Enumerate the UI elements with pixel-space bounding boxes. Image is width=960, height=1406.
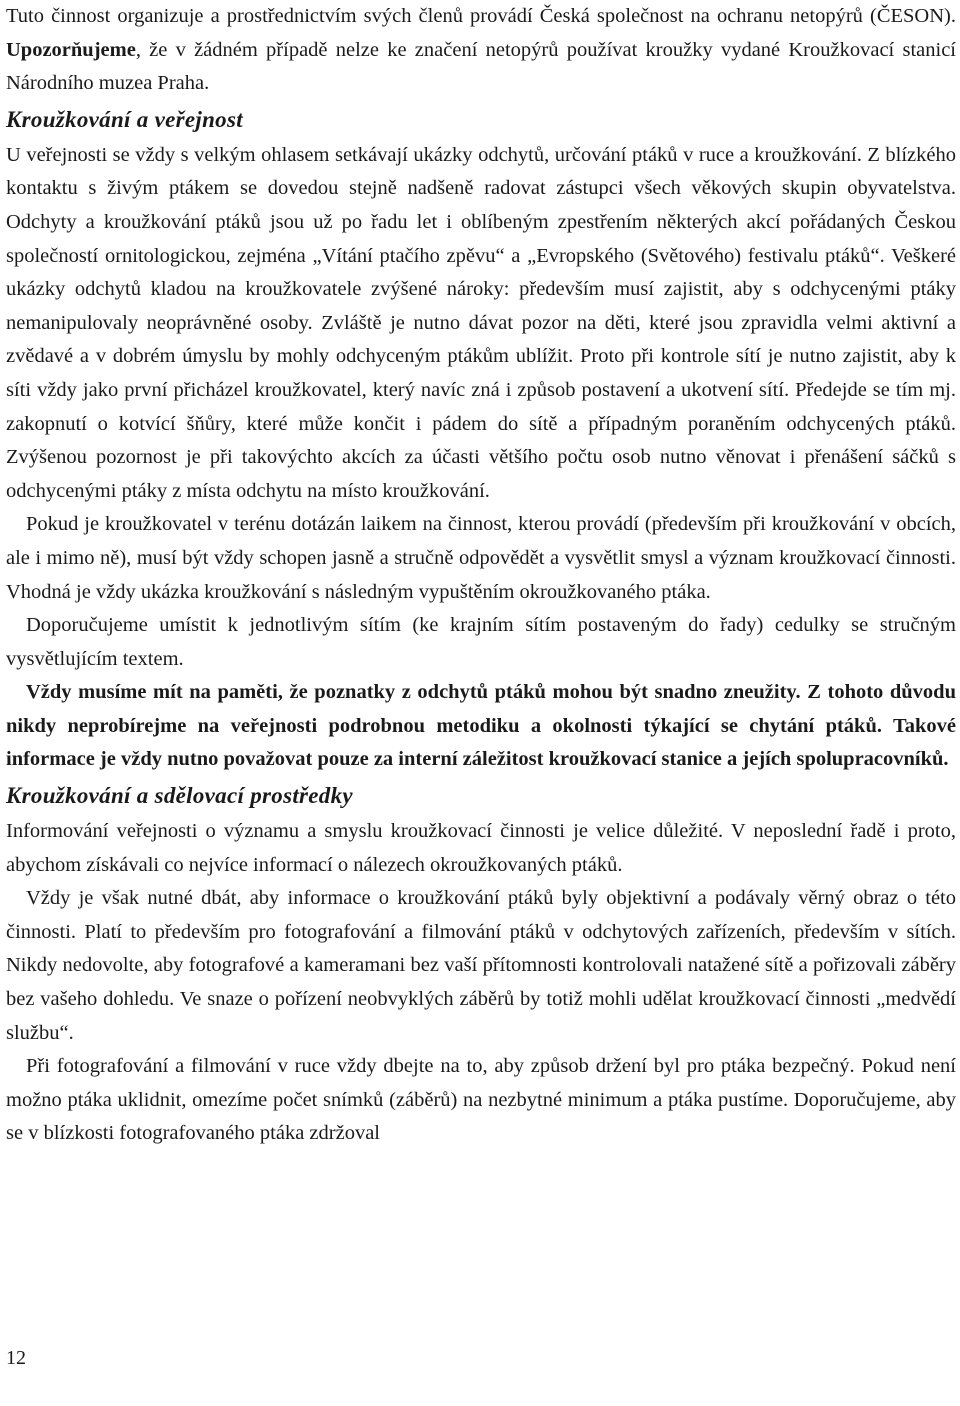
public-paragraph-3: Doporučujeme umístit k jednotlivým sítím (ke krajním sítím postaveným do řady) cedulky se stručným vysvětlujícím textem. [6, 614, 956, 670]
section-heading-media: Kroužkování a sdělovací prostředky [6, 783, 353, 809]
public-paragraph-1: U veřejnosti se vždy s velkým ohlasem setkávají ukázky odchytů, určování ptáků v ruce a kroužkování. Z blízkého kontaktu s živým ptákem se dovedou stejně nadšeně radovat zástupci všech věkových skupin obyvatelstva. Odchyty a kroužkování ptáků jsou už po řadu let i oblíbeným zpestřením některých akcí pořádaných Českou společností ornitologickou, zejména „Vítání ptačího zpěvu“ a „Evropského (Světového) festivalu ptáků“. Veškeré ukázky odchytů kladou na kroužkovatele zvýšené nároky: především musí zajistit, aby s odchycenými ptáky nemanipulovaly neoprávněné osoby. Zvláště je nutno dávat pozor na děti, které jsou zpravidla velmi aktivní a zvědavé a v dobrém úmyslu by mohly odchyceným ptákům ublížit. Proto při kontrole sítí je nutno zajistit, aby k síti vždy jako první přicházel kroužkovatel, který navíc zná i způsob postavení a ukotvení sítí. Předejde se tím mj. zakopnutí o kotvící šňůry, které může končit i pádem do sítě a případným poraněním odchycených ptáků. Zvýšenou pozornost je při takovýchto akcích za účasti většího počtu osob nutno věnovat i přenášení sáčků s odchycenými ptáky z místa odchytu na místo kroužkování. [6, 143, 956, 502]
media-paragraph-3: Při fotografování a filmování v ruce vždy dbejte na to, aby způsob držení byl pro ptáka bezpečný. Pokud není možno ptáka uklidnit, omezíme počet snímků (záběrů) na nezbytné minimum a ptáka pustíme. Doporučujeme, aby se v blízkosti fotografovaného ptáka zdržoval [6, 1055, 956, 1145]
media-paragraph-1: Informování veřejnosti o významu a smyslu kroužkovací činnosti je velice důležité. V neposlední řadě i proto, abychom získávali co nejvíce informací o nálezech okroužkovaných ptáků. [6, 820, 956, 876]
public-paragraph-2: Pokud je kroužkovatel v terénu dotázán laikem na činnost, kterou provádí (především při kroužkování v obcích, ale i mimo ně), musí být vždy schopen jasně a stručně odpovědět a vysvětlit smysl a význam kroužkovací činnosti. Vhodná je vždy ukázka kroužkování s následným vypuštěním okroužkovaného ptáka. [6, 513, 956, 603]
page-number: 12 [6, 1347, 26, 1369]
intro-paragraph [6, 0, 956, 101]
public-paragraph-warning: Vždy musíme mít na paměti, že poznatky z odchytů ptáků mohou být snadno zneužity. Z tohoto důvodu nikdy neprobírejme na veřejnosti podrobnou metodiku a okolnosti týkající se chytání ptáků. Takové informace je vždy nutno považovat pouze za interní záležitost kroužkovací stanice a jejích spolupracovníků. [6, 681, 956, 771]
section-heading-public: Kroužkování a veřejnost [6, 106, 243, 132]
intro-bold-warning: Upozorňujeme [6, 38, 136, 61]
document-page [6, 0, 956, 1151]
media-paragraph-2: Vždy je však nutné dbát, aby informace o kroužkování ptáků byly objektivní a podávaly věrný obraz o této činnosti. Platí to především pro fotografování a filmování ptáků v odchytových zařízeních, především v sítích. Nikdy nedovolte, aby fotografové a kameramani bez vaší přítomnosti kontrolovali natažené sítě a pořizovali záběry bez vašeho dohledu. Ve snaze o pořízení neobvyklých záběrů by totiž mohli udělat kroužkovací činnosti „medvědí službu“. [6, 887, 956, 1044]
intro-text-end: , že v žádném případě nelze ke značení netopýrů používat kroužky vydané Kroužkovací stanicí Národního muzea Praha. [6, 38, 956, 95]
intro-text-start: Tuto činnost organizuje a prostřednictvím svých členů provádí Česká společnost na ochranu netopýrů (ČESON). [6, 5, 956, 27]
